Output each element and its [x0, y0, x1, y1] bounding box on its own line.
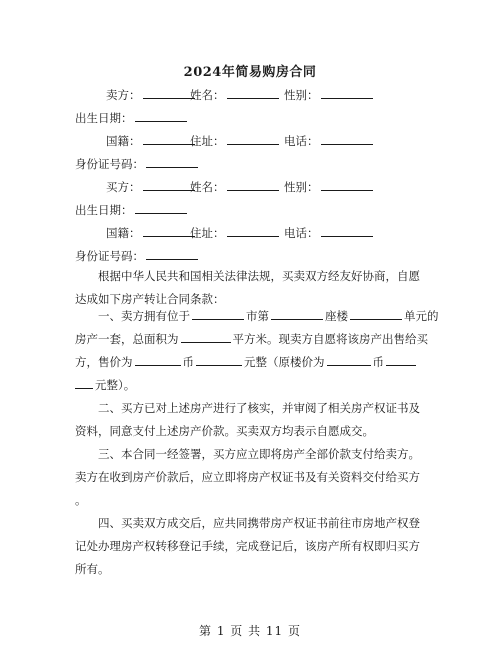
original-price-blank-cont [75, 377, 93, 389]
buyer-gender-blank [321, 179, 373, 191]
seller-birth-label: 出生日期： [75, 111, 133, 125]
clause-3 [75, 443, 425, 512]
seller-name-label: 姓名： [190, 88, 225, 102]
seller-address-blank [227, 133, 279, 145]
seller-id-field [75, 156, 200, 172]
seller-nationality-blank [143, 133, 195, 145]
clause-1-text: 单元的 [404, 309, 439, 323]
seller-role-blank [143, 87, 195, 99]
building-blank [271, 308, 323, 320]
seller-id-blank [146, 156, 198, 168]
seller-role-label: 卖方： [106, 88, 141, 102]
buyer-name-field [190, 179, 281, 195]
buyer-role-blank [143, 179, 195, 191]
clause-1-text: 市第 [246, 309, 269, 323]
buyer-role-label: 买方： [106, 180, 141, 194]
clause-1-line [75, 374, 425, 397]
seller-birth-field [75, 110, 189, 126]
clause-1-text: 一、卖方拥有位于 [98, 309, 190, 323]
original-price-blank [386, 354, 416, 366]
seller-id-label: 身份证号码： [75, 157, 144, 171]
clause-3-line: 。 [75, 493, 87, 507]
buyer-nationality-blank [143, 225, 195, 237]
buyer-address-blank [227, 225, 279, 237]
seller-role-field [106, 87, 197, 103]
seller-name-blank [227, 87, 279, 99]
price-blank [196, 354, 242, 366]
buyer-role-field [106, 179, 197, 195]
clause-1-text: 座楼 [325, 309, 348, 323]
seller-gender-field [284, 87, 375, 103]
seller-phone-label: 电话： [284, 134, 319, 148]
buyer-name-label: 姓名： [190, 180, 225, 194]
clause-1-text: 平方米。现卖方自愿将该房产出售给买 [232, 332, 428, 346]
buyer-birth-field [75, 202, 189, 218]
seller-phone-blank [321, 133, 373, 145]
buyer-birth-blank [135, 202, 187, 214]
buyer-id-label: 身份证号码： [75, 249, 144, 263]
seller-nationality-label: 国籍： [106, 134, 141, 148]
area-blank [181, 331, 231, 343]
clause-1 [75, 305, 439, 397]
clause-2-line: 资料，同意支付上述房产价款。买卖双方均表示自愿成交。 [75, 424, 374, 438]
clause-4-line: 记处办理房产权转移登记手续，完成登记后，该房产所有权即归买方 [75, 539, 420, 553]
seller-address-label: 住址： [190, 134, 225, 148]
seller-phone-field [284, 133, 375, 149]
buyer-phone-label: 电话： [284, 226, 319, 240]
buyer-phone-field [284, 225, 375, 241]
clause-4 [75, 512, 425, 581]
page-footer: 第 1 页 共 11 页 [199, 624, 301, 638]
city-blank [192, 308, 244, 320]
unit-blank [350, 308, 402, 320]
intro-line: 达成如下房产转让合同条款： [75, 292, 225, 306]
intro-line: 根据中华人民共和国相关法律法规，买卖双方经友好协商，自愿 [98, 269, 420, 283]
buyer-gender-field [284, 179, 375, 195]
clause-1-text: 元整（原楼价为 [244, 355, 325, 369]
clause-3-line: 三、本合同一经签署，买方应立即将房产全部价款支付给卖方。 [98, 447, 420, 461]
original-currency-blank [327, 354, 371, 366]
seller-nationality-field [106, 133, 197, 149]
clause-1-line [75, 328, 428, 351]
buyer-birth-label: 出生日期： [75, 203, 133, 217]
clause-3-line: 卖方在收到房产价款后，应立即将房产权证书及有关资料交付给买方 [75, 470, 420, 484]
buyer-nationality-field [106, 225, 197, 241]
document-title: 2024年简易购房合同 [183, 65, 317, 80]
buyer-id-field [75, 248, 200, 264]
buyer-gender-label: 性别： [284, 180, 319, 194]
seller-gender-blank [321, 87, 373, 99]
currency-blank [135, 354, 181, 366]
seller-birth-blank [135, 110, 187, 122]
buyer-id-blank [146, 248, 198, 260]
seller-address-field [190, 133, 281, 149]
clause-1-text: 元整）。 [95, 378, 136, 392]
buyer-nationality-label: 国籍： [106, 226, 141, 240]
buyer-address-label: 住址： [190, 226, 225, 240]
clause-1-text: 房产一套，总面积为 [75, 332, 179, 346]
clause-1-text: 方，售价为 [75, 355, 133, 369]
clause-1-text: 币 [182, 355, 194, 369]
clause-1-line [75, 305, 439, 328]
buyer-name-blank [227, 179, 279, 191]
seller-gender-label: 性别： [284, 88, 319, 102]
clause-1-text: 币 [372, 355, 384, 369]
seller-name-field [190, 87, 281, 103]
clause-4-line: 所有。 [75, 562, 110, 576]
buyer-address-field [190, 225, 281, 241]
buyer-phone-blank [321, 225, 373, 237]
clause-4-line: 四、买卖双方成交后，应共同携带房产权证书前往市房地产权登 [98, 516, 420, 530]
clause-2-line: 二、买方已对上述房产进行了核实，并审阅了相关房产权证书及 [98, 401, 420, 415]
clause-2 [75, 397, 425, 443]
clause-1-line [75, 351, 425, 374]
